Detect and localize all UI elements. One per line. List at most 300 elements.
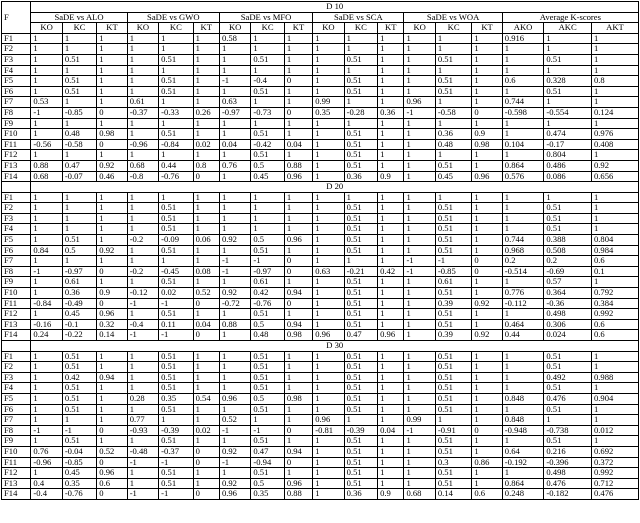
score-cell: 0.98: [97, 129, 127, 140]
table-row: [2, 489, 639, 500]
score-cell: 1: [251, 65, 284, 76]
score-cell: 0.51: [435, 203, 472, 214]
score-cell: 0.14: [435, 489, 472, 500]
score-cell: 0.476: [544, 478, 592, 489]
score-cell: 0.96: [219, 393, 250, 404]
score-cell: -0.37: [159, 446, 193, 457]
score-cell: 0.372: [591, 457, 638, 468]
score-cell: -1: [159, 489, 193, 500]
score-cell: 0.48: [435, 139, 472, 150]
score-cell: 1: [435, 97, 472, 108]
score-cell: 0.51: [544, 54, 592, 65]
score-cell: 0.92: [219, 288, 250, 299]
score-cell: 0.51: [251, 150, 284, 161]
score-cell: 1: [502, 150, 544, 161]
score-cell: 0.476: [544, 393, 592, 404]
table-row: [2, 256, 639, 267]
score-cell: 1: [378, 372, 404, 383]
score-cell: 1: [31, 288, 62, 299]
score-cell: 1: [313, 362, 344, 373]
score-cell: 0.804: [544, 150, 592, 161]
score-cell: 0.384: [591, 298, 638, 309]
score-cell: 0.51: [344, 383, 377, 394]
score-cell: 0.012: [591, 425, 638, 436]
score-cell: 1: [159, 97, 193, 108]
group-header: SaDE vs SCA: [313, 12, 404, 23]
score-cell: 0: [284, 425, 312, 436]
score-cell: 1: [219, 309, 250, 320]
score-cell: 0.45: [62, 309, 96, 320]
score-cell: 1: [313, 235, 344, 246]
score-cell: 0.68: [404, 489, 435, 500]
score-cell: 1: [313, 44, 344, 55]
score-cell: 0.52: [193, 288, 219, 299]
score-cell: 0.51: [159, 468, 193, 479]
score-cell: 0.51: [251, 129, 284, 140]
score-cell: 1: [219, 383, 250, 394]
score-cell: 0.498: [544, 309, 592, 320]
score-cell: 0.51: [251, 468, 284, 479]
score-cell: 1: [31, 213, 62, 224]
score-cell: 0.92: [219, 235, 250, 246]
score-cell: 1: [313, 160, 344, 171]
score-cell: 0.51: [159, 54, 193, 65]
score-cell: 1: [313, 446, 344, 457]
function-label: F6: [2, 86, 31, 97]
score-cell: -0.96: [127, 139, 158, 150]
score-cell: 1: [472, 319, 502, 330]
table-row: [2, 33, 639, 44]
table-row: [2, 266, 639, 277]
score-cell: 1: [502, 54, 544, 65]
function-label: F10: [2, 129, 31, 140]
score-cell: 0.5: [251, 478, 284, 489]
score-cell: 1: [472, 404, 502, 415]
score-cell: 0.51: [435, 224, 472, 235]
function-label: F11: [2, 457, 31, 468]
score-cell: 1: [284, 309, 312, 320]
score-cell: -0.72: [219, 298, 250, 309]
score-cell: 1: [313, 76, 344, 87]
score-cell: 0.3: [435, 457, 472, 468]
score-cell: 1: [404, 192, 435, 203]
score-cell: 0.32: [97, 319, 127, 330]
score-cell: 0.51: [159, 76, 193, 87]
table-row: [2, 425, 639, 436]
score-cell: -0.85: [435, 266, 472, 277]
score-cell: 1: [127, 362, 158, 373]
table-row: [2, 160, 639, 171]
score-cell: 0.216: [544, 446, 592, 457]
function-label: F12: [2, 309, 31, 320]
score-cell: 0.51: [344, 478, 377, 489]
score-cell: 1: [97, 277, 127, 288]
score-cell: 1: [31, 118, 62, 129]
score-cell: 1: [435, 118, 472, 129]
score-cell: 0.51: [435, 160, 472, 171]
table-row: [2, 224, 639, 235]
score-cell: -1: [219, 425, 250, 436]
score-cell: 0.51: [435, 404, 472, 415]
subcolumn-header: KC: [435, 23, 472, 34]
score-cell: 1: [472, 54, 502, 65]
score-cell: 0.51: [159, 213, 193, 224]
score-cell: 1: [313, 288, 344, 299]
score-cell: 0.06: [193, 235, 219, 246]
score-cell: 1: [591, 65, 638, 76]
table-row: [2, 351, 639, 362]
function-label: F13: [2, 478, 31, 489]
score-cell: 0.4: [31, 478, 62, 489]
score-cell: 1: [502, 404, 544, 415]
function-label: F8: [2, 107, 31, 118]
score-cell: -0.45: [159, 266, 193, 277]
function-label: F9: [2, 436, 31, 447]
score-cell: 1: [378, 118, 404, 129]
score-cell: 0: [97, 266, 127, 277]
score-cell: 1: [502, 362, 544, 373]
score-cell: 0.98: [284, 330, 312, 341]
score-cell: 1: [591, 33, 638, 44]
score-cell: 1: [435, 44, 472, 55]
score-cell: 0.51: [344, 436, 377, 447]
score-cell: 1: [313, 139, 344, 150]
score-cell: -1: [219, 457, 250, 468]
score-cell: 0.35: [313, 107, 344, 118]
score-cell: 0.45: [251, 171, 284, 182]
function-label: F7: [2, 415, 31, 426]
score-cell: 1: [472, 436, 502, 447]
score-cell: 1: [378, 44, 404, 55]
score-cell: 1: [97, 86, 127, 97]
function-label: F1: [2, 33, 31, 44]
score-cell: 0.51: [159, 203, 193, 214]
score-cell: 1: [313, 277, 344, 288]
table-row: [2, 404, 639, 415]
score-cell: 0: [472, 425, 502, 436]
score-cell: 0.6: [502, 76, 544, 87]
score-cell: 1: [251, 192, 284, 203]
score-cell: -0.09: [159, 235, 193, 246]
score-cell: 0.328: [544, 76, 592, 87]
score-cell: 1: [97, 235, 127, 246]
score-cell: 0.988: [591, 372, 638, 383]
score-cell: 1: [472, 118, 502, 129]
score-cell: 0.51: [344, 129, 377, 140]
subcolumn-header: KC: [251, 23, 284, 34]
score-cell: 0.51: [344, 76, 377, 87]
score-cell: 1: [404, 44, 435, 55]
score-cell: -0.56: [31, 139, 62, 150]
score-cell: 1: [31, 277, 62, 288]
score-cell: 1: [404, 139, 435, 150]
score-cell: 0.476: [591, 489, 638, 500]
score-cell: 1: [404, 203, 435, 214]
score-cell: 0.98: [284, 393, 312, 404]
score-cell: 1: [31, 65, 62, 76]
score-cell: 0: [193, 298, 219, 309]
function-label: F4: [2, 224, 31, 235]
score-cell: 0: [284, 266, 312, 277]
table-row: [2, 171, 639, 182]
score-cell: 1: [591, 404, 638, 415]
score-cell: -0.58: [435, 107, 472, 118]
score-cell: 1: [159, 192, 193, 203]
score-cell: 0.712: [591, 478, 638, 489]
score-cell: 0.44: [159, 160, 193, 171]
function-label: F6: [2, 404, 31, 415]
score-cell: 1: [313, 150, 344, 161]
score-cell: 1: [284, 97, 312, 108]
score-cell: 0.51: [344, 235, 377, 246]
score-cell: 1: [97, 150, 127, 161]
table-row: [2, 436, 639, 447]
score-cell: 1: [97, 415, 127, 426]
score-cell: 0.36: [435, 129, 472, 140]
score-cell: 1: [284, 383, 312, 394]
score-cell: -1: [31, 107, 62, 118]
score-cell: 1: [193, 224, 219, 235]
subcolumn-header: KO: [127, 23, 158, 34]
score-cell: -0.96: [31, 457, 62, 468]
score-cell: 1: [284, 277, 312, 288]
score-cell: 1: [378, 54, 404, 65]
score-cell: 1: [404, 372, 435, 383]
score-cell: 0.51: [251, 309, 284, 320]
score-cell: 0.39: [435, 298, 472, 309]
score-cell: 0.51: [344, 86, 377, 97]
score-cell: -0.58: [62, 139, 96, 150]
score-cell: 1: [219, 129, 250, 140]
score-cell: 0.51: [435, 446, 472, 457]
score-cell: 1: [219, 118, 250, 129]
score-cell: -0.738: [544, 425, 592, 436]
score-cell: -1: [31, 266, 62, 277]
score-cell: 1: [193, 33, 219, 44]
score-cell: 1: [284, 362, 312, 373]
score-cell: 1: [31, 393, 62, 404]
score-cell: 1: [378, 468, 404, 479]
score-cell: 1: [378, 393, 404, 404]
score-cell: 0.51: [159, 404, 193, 415]
score-cell: 0: [97, 425, 127, 436]
score-cell: -0.12: [127, 288, 158, 299]
score-cell: 1: [472, 213, 502, 224]
score-cell: 0.51: [435, 362, 472, 373]
function-label: F10: [2, 446, 31, 457]
score-cell: 1: [591, 224, 638, 235]
score-cell: 1: [313, 319, 344, 330]
table-row: [2, 139, 639, 150]
score-cell: 1: [344, 44, 377, 55]
score-cell: -0.76: [251, 298, 284, 309]
table-row: [2, 97, 639, 108]
score-cell: -1: [404, 266, 435, 277]
score-cell: 1: [159, 150, 193, 161]
score-cell: -0.4: [31, 489, 62, 500]
score-cell: 0.51: [344, 404, 377, 415]
score-cell: 1: [31, 404, 62, 415]
score-cell: 1: [251, 203, 284, 214]
score-cell: 0.51: [344, 288, 377, 299]
score-cell: 1: [31, 256, 62, 267]
score-cell: -0.192: [502, 457, 544, 468]
score-cell: 1: [544, 415, 592, 426]
score-cell: -0.37: [127, 107, 158, 118]
score-cell: 0.51: [544, 203, 592, 214]
score-cell: 1: [313, 118, 344, 129]
score-cell: 1: [313, 54, 344, 65]
score-cell: 1: [193, 362, 219, 373]
score-cell: 1: [313, 245, 344, 256]
score-cell: 0.51: [62, 76, 96, 87]
score-cell: 0.51: [251, 245, 284, 256]
score-cell: -1: [251, 425, 284, 436]
score-cell: 1: [127, 213, 158, 224]
score-cell: -0.94: [251, 457, 284, 468]
score-cell: -1: [219, 256, 250, 267]
score-cell: 1: [251, 118, 284, 129]
score-cell: 0.96: [472, 171, 502, 182]
score-cell: 0.388: [544, 235, 592, 246]
score-cell: 1: [62, 33, 96, 44]
score-cell: 0: [193, 330, 219, 341]
score-cell: 0.984: [591, 245, 638, 256]
score-cell: 1: [378, 245, 404, 256]
score-cell: 1: [378, 160, 404, 171]
score-cell: 1: [127, 351, 158, 362]
score-cell: 1: [62, 415, 96, 426]
score-cell: 1: [127, 478, 158, 489]
score-cell: 0.35: [159, 393, 193, 404]
score-cell: 0.51: [544, 224, 592, 235]
score-cell: 0.024: [544, 330, 592, 341]
score-cell: 1: [378, 76, 404, 87]
score-cell: 0.51: [159, 362, 193, 373]
score-cell: 1: [97, 224, 127, 235]
score-cell: 1: [591, 44, 638, 55]
score-cell: 0.51: [344, 224, 377, 235]
score-cell: 1: [219, 44, 250, 55]
score-cell: 1: [193, 309, 219, 320]
function-label: F5: [2, 393, 31, 404]
score-cell: 1: [127, 245, 158, 256]
score-cell: -0.4: [251, 76, 284, 87]
score-cell: 1: [472, 86, 502, 97]
score-cell: 1: [378, 404, 404, 415]
score-cell: 1: [404, 446, 435, 457]
score-cell: 0.6: [591, 319, 638, 330]
blank-cell: [2, 341, 31, 352]
score-cell: 0.51: [544, 404, 592, 415]
score-cell: -1: [251, 256, 284, 267]
score-cell: 0.51: [435, 436, 472, 447]
score-cell: 0.51: [435, 86, 472, 97]
score-cell: 0: [284, 107, 312, 118]
score-cell: 0.96: [404, 97, 435, 108]
score-cell: 1: [378, 383, 404, 394]
score-cell: 1: [62, 150, 96, 161]
score-cell: 1: [284, 33, 312, 44]
score-cell: 1: [591, 277, 638, 288]
score-cell: 1: [344, 33, 377, 44]
score-cell: 0.51: [251, 54, 284, 65]
score-cell: 0.51: [159, 372, 193, 383]
score-cell: 1: [127, 309, 158, 320]
score-cell: 1: [472, 76, 502, 87]
score-cell: 0: [97, 489, 127, 500]
score-cell: 1: [127, 33, 158, 44]
score-cell: 1: [127, 372, 158, 383]
score-cell: 1: [284, 86, 312, 97]
score-cell: 0.51: [435, 54, 472, 65]
score-cell: 1: [404, 160, 435, 171]
score-cell: 1: [193, 86, 219, 97]
score-cell: -0.22: [62, 330, 96, 341]
score-cell: 0.2: [544, 256, 592, 267]
score-cell: 1: [313, 86, 344, 97]
score-cell: -0.48: [127, 446, 158, 457]
score-cell: 1: [435, 33, 472, 44]
score-cell: 0.51: [344, 213, 377, 224]
score-cell: 0.88: [284, 489, 312, 500]
section-title: D 10: [31, 2, 639, 13]
score-cell: 1: [31, 224, 62, 235]
score-cell: 1: [435, 415, 472, 426]
score-cell: 1: [591, 150, 638, 161]
score-cell: 0.306: [544, 319, 592, 330]
score-cell: 1: [472, 468, 502, 479]
score-cell: 0.51: [62, 235, 96, 246]
score-cell: -0.948: [502, 425, 544, 436]
score-cell: 1: [472, 415, 502, 426]
score-cell: 0.51: [159, 245, 193, 256]
score-cell: 1: [378, 192, 404, 203]
score-cell: 0.58: [219, 33, 250, 44]
score-cell: 1: [404, 468, 435, 479]
function-label: F11: [2, 298, 31, 309]
score-cell: 1: [97, 404, 127, 415]
score-cell: -1: [219, 266, 250, 277]
table-row: [2, 150, 639, 161]
score-cell: 1: [219, 150, 250, 161]
score-cell: 1: [193, 97, 219, 108]
score-cell: 1: [404, 245, 435, 256]
score-cell: 1: [31, 44, 62, 55]
score-cell: 1: [378, 415, 404, 426]
score-cell: -0.33: [159, 107, 193, 118]
score-cell: 1: [404, 404, 435, 415]
score-cell: 1: [313, 129, 344, 140]
function-label: F9: [2, 118, 31, 129]
score-cell: 0.5: [251, 393, 284, 404]
score-cell: 0.492: [544, 372, 592, 383]
score-cell: 1: [127, 256, 158, 267]
score-cell: 0.408: [591, 139, 638, 150]
function-label: F4: [2, 383, 31, 394]
score-cell: 1: [193, 436, 219, 447]
section-title-row: [2, 182, 639, 193]
score-cell: 0.744: [502, 235, 544, 246]
score-cell: 1: [404, 129, 435, 140]
score-cell: 1: [97, 54, 127, 65]
score-cell: 1: [502, 203, 544, 214]
score-cell: 1: [313, 351, 344, 362]
score-cell: 1: [97, 203, 127, 214]
score-cell: 1: [219, 224, 250, 235]
score-cell: 1: [502, 351, 544, 362]
score-cell: -1: [159, 457, 193, 468]
